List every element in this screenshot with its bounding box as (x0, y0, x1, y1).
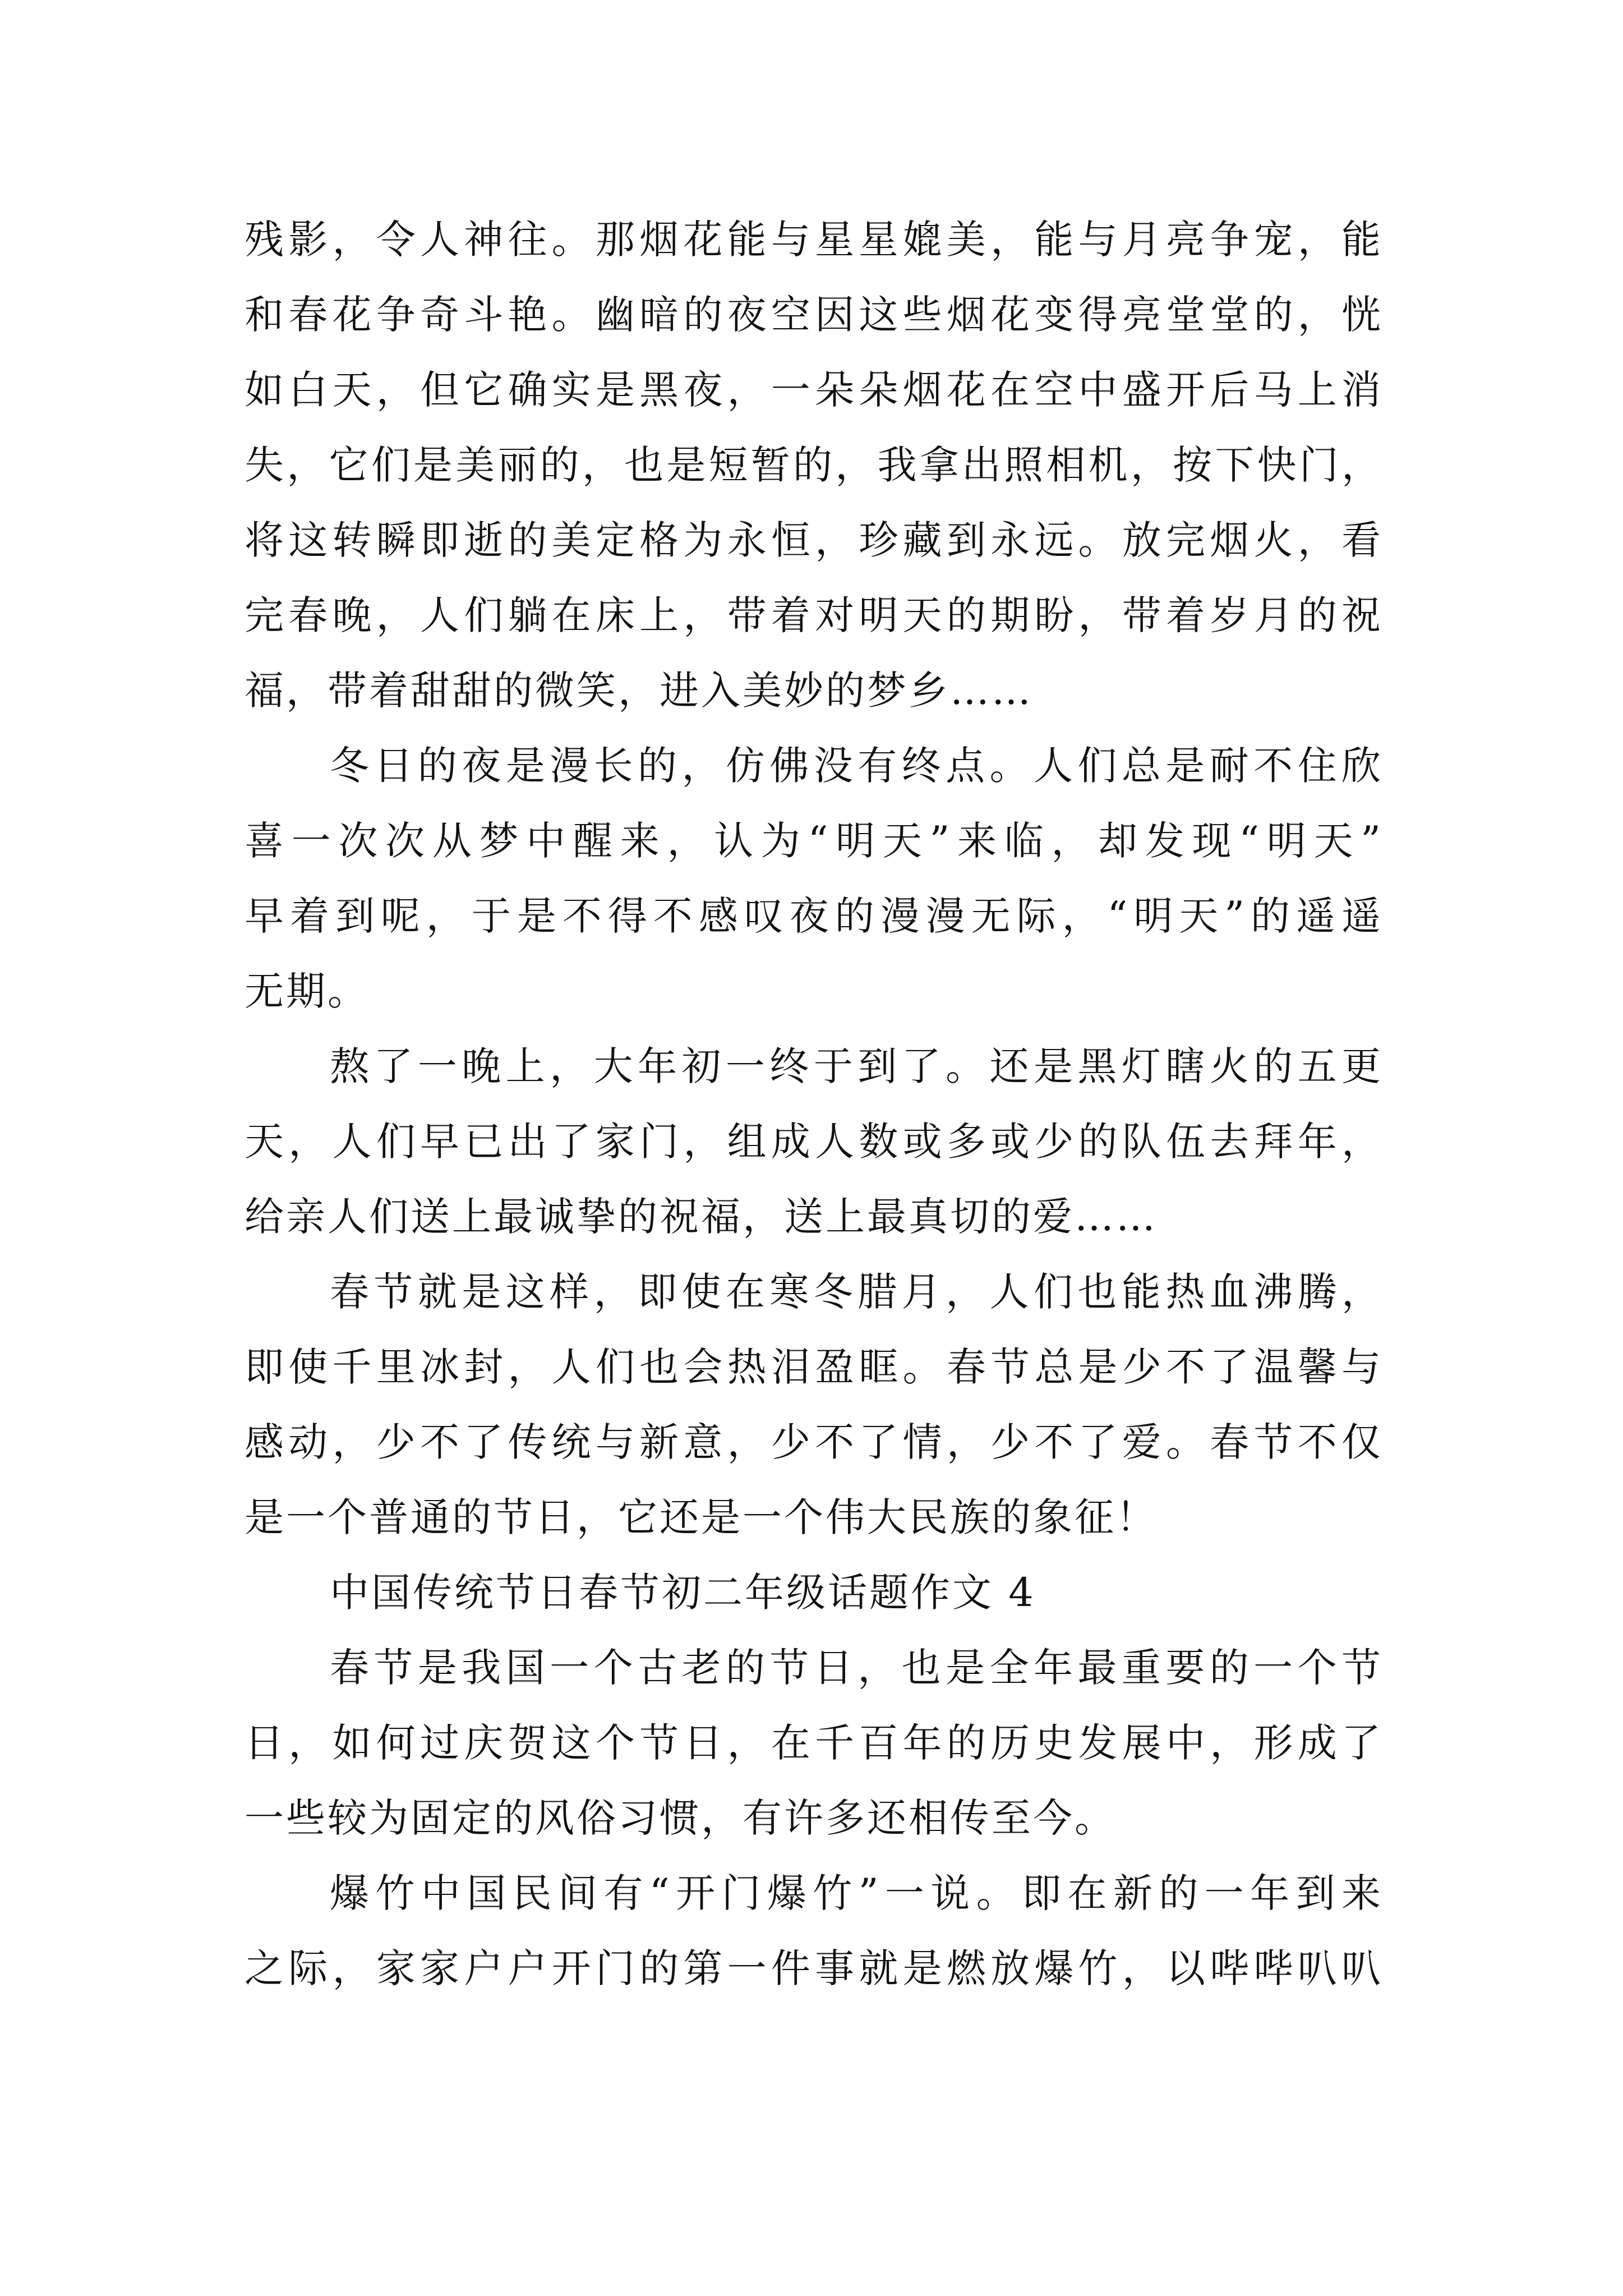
text-line: 无期。 (245, 968, 369, 1014)
text-line: 冬日的夜是漫长的，仿佛没有终点。人们总是耐不住欣 (330, 743, 1383, 789)
text-line: 福，带着甜甜的微笑，进入美妙的梦乡…… (245, 668, 1033, 714)
text-line: 完春晚，人们躺在床上，带着对明天的期盼，带着岁月的祝 (245, 592, 1383, 638)
text-line: 熬了一晚上，大年初一终于到了。还是黑灯瞎火的五更 (330, 1043, 1383, 1089)
text-line: 爆竹中国民间有“开门爆竹”一说。即在新的一年到来 (330, 1870, 1383, 1916)
text-line: 天，人们早已出了家门，组成人数或多或少的队伍去拜年， (245, 1119, 1383, 1165)
paragraph-4 (245, 1254, 1383, 1555)
text-line: 即使千里冰封，人们也会热泪盈眶。春节总是少不了温馨与 (245, 1344, 1383, 1390)
heading-text: 中国传统节日春节初二年级话题作文 4 (330, 1570, 1036, 1616)
paragraph-1 (245, 202, 1383, 728)
text-line: 喜一次次从梦中醒来，认为“明天”来临，却发现“明天” (245, 818, 1383, 864)
paragraph-6 (245, 1856, 1383, 2006)
paragraph-5 (245, 1630, 1383, 1856)
text-line: 如白天，但它确实是黑夜，一朵朵烟花在空中盛开后马上消 (245, 367, 1383, 413)
text-line: 春节就是这样，即使在寒冬腊月，人们也能热血沸腾， (330, 1269, 1383, 1315)
text-line: 和春花争奇斗艳。幽暗的夜空因这些烟花变得亮堂堂的，恍 (245, 292, 1383, 338)
text-line: 是一个普通的节日，它还是一个伟大民族的象征！ (245, 1494, 1158, 1540)
text-line: 春节是我国一个古老的节日，也是全年最重要的一个节 (330, 1645, 1383, 1691)
text-line: 残影，令人神往。那烟花能与星星媲美，能与月亮争宠，能 (245, 217, 1383, 263)
body-text (245, 202, 1383, 2006)
text-line: 感动，少不了传统与新意，少不了情，少不了爱。春节不仅 (245, 1419, 1383, 1465)
paragraph-3 (245, 1029, 1383, 1254)
paragraph-2 (245, 728, 1383, 1029)
text-line: 早着到呢，于是不得不感叹夜的漫漫无际，“明天”的遥遥 (245, 893, 1383, 939)
text-line: 日，如何过庆贺这个节日，在千百年的历史发展中，形成了 (245, 1720, 1383, 1766)
text-line: 给亲人们送上最诚挚的祝福，送上最真切的爱…… (245, 1194, 1158, 1240)
text-line: 一些较为固定的风俗习惯，有许多还相传至今。 (245, 1795, 1116, 1841)
text-line: 之际，家家户户开门的第一件事就是燃放爆竹，以哔哔叭叭 (245, 1945, 1383, 1991)
section-heading (245, 1555, 1383, 1630)
text-line: 失，它们是美丽的，也是短暂的，我拿出照相机，按下快门， (245, 442, 1383, 488)
text-line: 将这转瞬即逝的美定格为永恒，珍藏到永远。放完烟火，看 (245, 517, 1383, 563)
